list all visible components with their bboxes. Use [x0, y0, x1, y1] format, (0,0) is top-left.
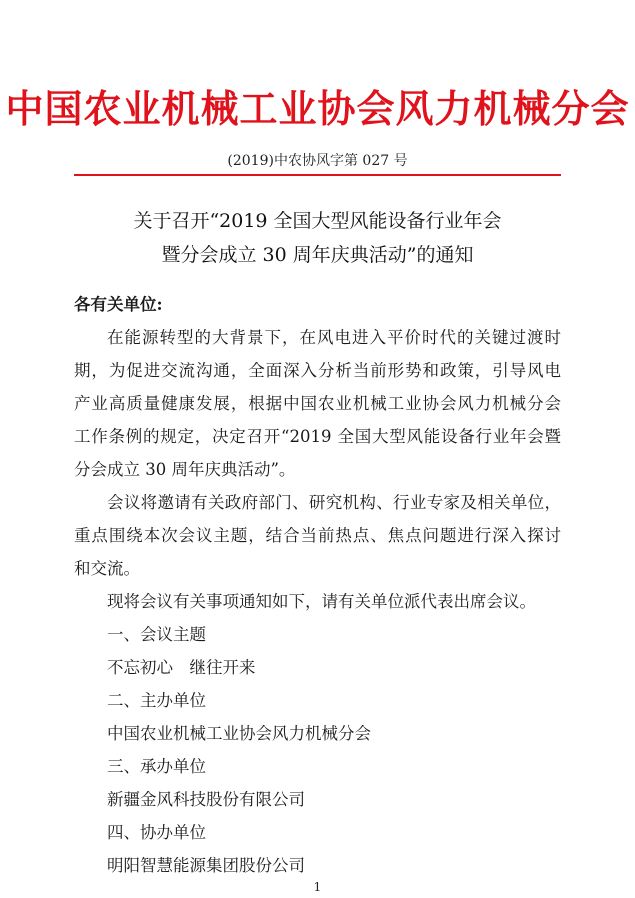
- document-number: (2019)中农协风字第 027 号: [227, 153, 408, 169]
- paragraph-1-line-1: 在能源转型的大背景下，在风电进入平价时代的关键过渡时: [107, 328, 561, 347]
- org-title: 中国农业机械工业协会风力机械分会: [5, 87, 630, 131]
- paragraph-2-line-1: 会议将邀请有关政府部门、研究机构、行业专家及相关单位，: [107, 493, 561, 512]
- salutation: 各有关单位:: [74, 295, 163, 314]
- section-heading-organizer: 三、承办单位: [107, 757, 206, 776]
- paragraph-2-line-3: 和交流。: [74, 559, 140, 578]
- section-content-theme: 不忘初心 继往开来: [107, 658, 256, 677]
- paragraph-1-line-2: 期，为促进交流沟通，全面深入分析当前形势和政策，引导风电: [74, 361, 561, 380]
- paragraph-2-line-2: 重点围绕本次会议主题，结合当前热点、焦点问题进行深入探讨: [74, 526, 561, 545]
- section-content-organizer: 新疆金风科技股份有限公司: [107, 790, 305, 809]
- section-content-co-organizer: 明阳智慧能源集团股份公司: [107, 856, 305, 875]
- section-content-host: 中国农业机械工业协会风力机械分会: [107, 724, 371, 743]
- paragraph-3: 现将会议有关事项通知如下，请有关单位派代表出席会议。: [107, 592, 536, 611]
- notice-title-line-1: 关于召开“2019 全国大型风能设备行业年会: [133, 210, 502, 232]
- notice-title-line-2: 暨分会成立 30 周年庆典活动”的通知: [161, 244, 474, 266]
- page-number: 1: [313, 880, 322, 894]
- section-heading-theme: 一、会议主题: [107, 625, 206, 644]
- section-heading-host: 二、主办单位: [107, 691, 206, 710]
- paragraph-1-line-5: 分会成立 30 周年庆典活动”。: [74, 460, 296, 479]
- section-heading-co-organizer: 四、协办单位: [107, 823, 206, 842]
- paragraph-1-line-3: 产业高质量健康发展，根据中国农业机械工业协会风力机械分会: [74, 394, 561, 413]
- paragraph-1-line-4: 工作条例的规定，决定召开“2019 全国大型风能设备行业年会暨: [74, 427, 561, 446]
- header-red-rule: [74, 174, 561, 176]
